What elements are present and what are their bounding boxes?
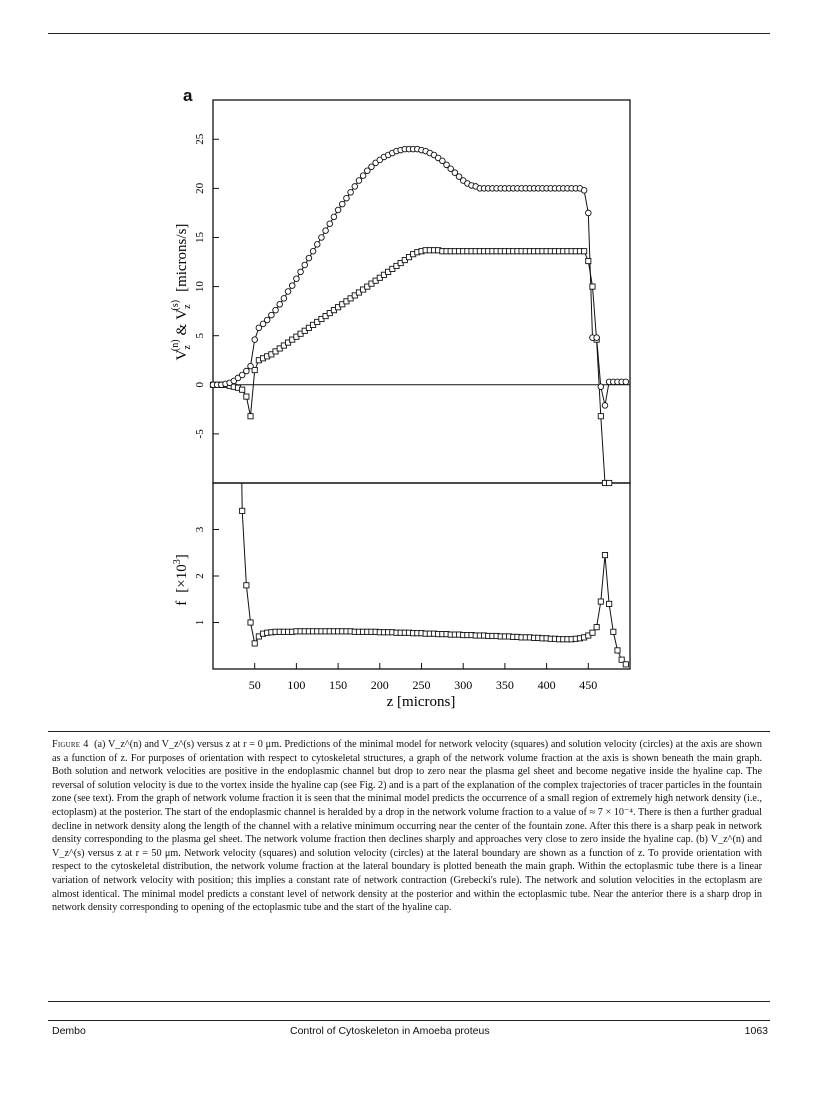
figure-caption (52, 738, 762, 915)
xtick-label: 200 (370, 678, 389, 692)
network-fraction-point (248, 620, 253, 625)
upper-ytick-label: 15 (194, 231, 206, 243)
solution-velocity-point (314, 242, 320, 248)
solution-velocity-point (335, 207, 341, 213)
footer-page-number: 1063 (744, 1025, 768, 1037)
solution-velocity-point (244, 368, 250, 374)
solution-velocity-point (598, 384, 604, 390)
solution-velocity-point (623, 379, 629, 385)
solution-velocity-point (273, 307, 279, 313)
solution-velocity-point (339, 201, 345, 207)
network-velocity-point (598, 414, 603, 419)
solution-velocity-point (331, 214, 337, 220)
solution-velocity-point (281, 296, 287, 302)
network-fraction-point (623, 662, 628, 667)
upper-markers (210, 146, 628, 485)
network-fraction-point (594, 625, 599, 630)
solution-velocity-point (581, 188, 587, 194)
solution-velocity-point (248, 363, 254, 369)
footer-rule (48, 1020, 770, 1021)
upper-axes (194, 133, 219, 438)
network-velocity-line (213, 250, 609, 483)
network-fraction-point (611, 629, 616, 634)
xtick-label: 450 (579, 678, 598, 692)
solution-velocity-point (264, 317, 270, 323)
solution-velocity-point (277, 301, 283, 307)
xlabel: z [microns] (386, 694, 456, 710)
solution-velocity-point (319, 235, 325, 241)
solution-velocity-point (252, 337, 258, 343)
network-fraction-point (615, 648, 620, 653)
network-fraction-point (240, 508, 245, 513)
lower-ylabel: $f[\times 10^3]$ (172, 554, 190, 606)
lower-ytick-label: 1 (194, 619, 206, 626)
solution-velocity-point (302, 262, 308, 268)
footer-author: Dembo (52, 1025, 86, 1037)
solution-velocity-point (327, 221, 333, 227)
network-fraction-point (252, 641, 257, 646)
solution-velocity-point (348, 190, 354, 196)
upper-ytick-label: 10 (194, 281, 206, 293)
network-fraction-point (602, 552, 607, 557)
solution-velocity-point (323, 228, 329, 234)
upper-ytick-label: -5 (194, 429, 206, 439)
network-velocity-point (582, 249, 587, 254)
solution-velocity-point (344, 195, 350, 201)
xtick-label: 300 (454, 678, 473, 692)
upper-plot-frame (213, 100, 630, 483)
lower-ytick-label: 2 (194, 573, 206, 579)
solution-velocity-point (602, 403, 608, 409)
network-fraction-point (590, 630, 595, 635)
upper-ytick-label: 0 (194, 382, 206, 388)
upper-ylabel: $V_z(n)\&V_z(s)[microns/s]$ (170, 223, 193, 361)
xtick-label: 150 (329, 678, 348, 692)
network-velocity-point (586, 258, 591, 263)
xtick-label: 400 (537, 678, 556, 692)
footer-title: Control of Cytoskeleton in Amoeba proteus (290, 1025, 490, 1037)
caption-rule-bottom (48, 1001, 770, 1002)
panel-letter: a (183, 86, 193, 105)
solution-velocity-point (298, 269, 304, 275)
caption-rule-top (48, 731, 770, 732)
xtick-label: 50 (248, 678, 261, 692)
network-velocity-point (607, 480, 612, 485)
lower-markers (240, 508, 629, 667)
solution-velocity-point (594, 335, 600, 341)
lower-axes (194, 526, 597, 692)
solution-velocity-point (586, 210, 592, 216)
solution-velocity-point (306, 255, 312, 261)
network-velocity-point (240, 387, 245, 392)
xtick-label: 100 (287, 678, 306, 692)
caption-text: (a) V_z^(n) and V_z^(s) versus z at r = 0 μm. Predictions of the minimal model for network velocity (squares) and solution velocity (circles) at the axis are shown as a function of z. For purposes of orientation with respect to cytoskeletal structures, a graph of the network volume fraction at the axis is shown beneath the main graph. Both solution and network velocities are positive in the endoplasmic channel but drop to zero near the plasma gel sheet and become negative inside the hyaline cap. The reversal of solution velocity is due to the vortex inside the hyaline cap (see Fig. 2) and is a part of the explanation of the complex trajectories of tracer particles in the fountain zone (see text). From the graph of network volume fraction it is seen that the minimal model predicts the occurrence of a small region of extremely high network density (i.e., ectoplasm) at the posterior. The start of the endoplasmic channel is heralded by a drop in the network volume fraction to a value of ≈ 7 × 10⁻⁴. There is then a further gradual decline in network density along the length of the channel with a relative minimum occurring near the center of the fountain zone. After this there is a sharp peak in network density corresponding to the plasma gel sheet. The network volume fraction then declines sharply and approaches very close to zero inside the hyaline cap. (b) V_z^(n) and V_z^(s) versus z at r = 50 μm. Network velocity (squares) and solution velocity (circles) at the lateral boundary are shown as a function of z. To provide orientation with respect to the cytoskeletal distribution, the network volume fraction at the lateral boundary is plotted beneath the main graph. Within the ectoplasmic tube there is a linear variation of network velocity with position; this implies a constant rate of network contraction (Grebecki's rule). The network and solution velocities in the ectoplasm are almost identical. The minimal model predicts a constant level of network density at the posterior and within the ectoplasmic tube. Near the anterior there is a sharp drop in network density corresponding to opening of the ectoplasmic tube and the start of the hyaline cap. (52, 739, 762, 914)
upper-ytick-label: 25 (194, 133, 206, 145)
network-velocity-point (590, 284, 595, 289)
network-velocity-point (248, 414, 253, 419)
xtick-label: 350 (495, 678, 514, 692)
solution-velocity-point (269, 312, 275, 318)
lower-ytick-label: 3 (194, 526, 206, 533)
caption-label: Figure 4 (52, 739, 89, 750)
xtick-label: 250 (412, 678, 431, 692)
upper-ytick-label: 5 (194, 332, 206, 339)
solution-velocity-point (285, 289, 291, 295)
solution-velocity-point (352, 184, 358, 190)
network-fraction-point (607, 601, 612, 606)
solution-velocity-point (294, 276, 300, 282)
network-fraction-point (244, 583, 249, 588)
solution-velocity-point (360, 173, 366, 179)
network-fraction-point (598, 599, 603, 604)
solution-velocity-point (356, 178, 362, 184)
network-velocity-point (244, 394, 249, 399)
solution-velocity-point (289, 283, 295, 289)
upper-series-lines (213, 149, 626, 483)
solution-velocity-point (310, 248, 316, 254)
upper-ytick-label: 20 (194, 182, 206, 194)
